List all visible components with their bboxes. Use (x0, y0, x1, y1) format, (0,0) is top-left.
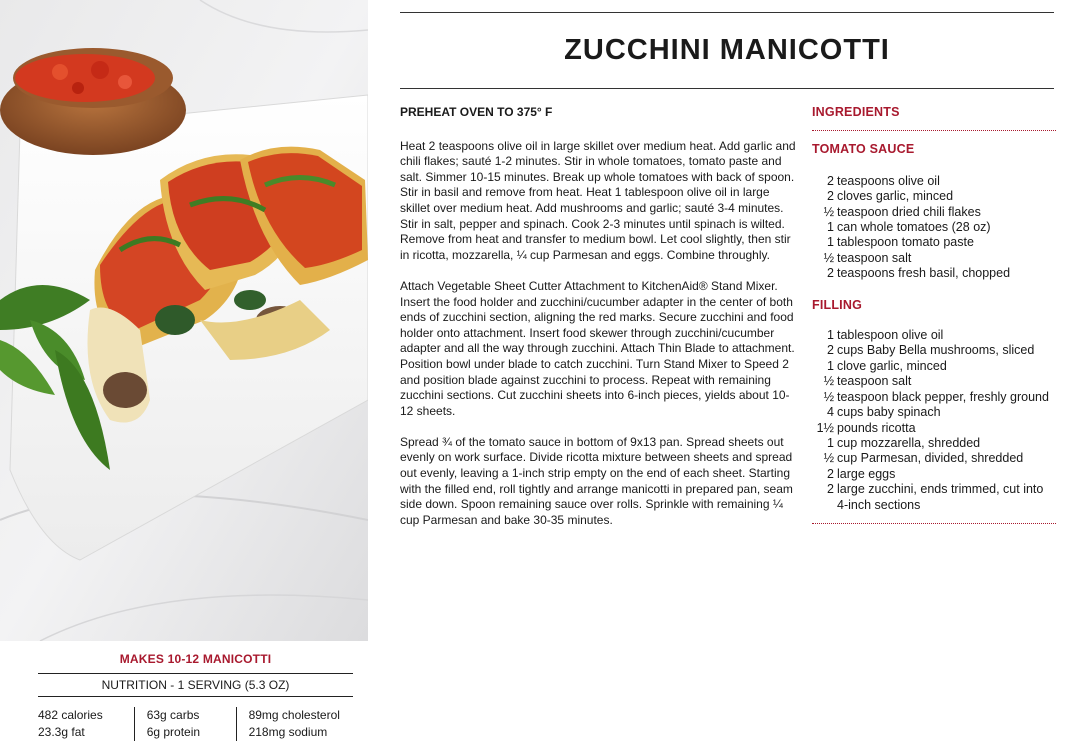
recipe-photo (0, 0, 368, 641)
yield-label: MAKES 10-12 MANICOTTI (119, 652, 272, 666)
ingredients-end-divider (812, 523, 1056, 524)
ingredient-item (812, 266, 1056, 281)
ingredients-divider (812, 130, 1056, 131)
ingredient-item (812, 174, 1056, 189)
ingredient-text: cups baby spinach (837, 405, 941, 420)
nutrition-panel (38, 652, 353, 741)
ingredient-item (812, 405, 1056, 420)
ingredient-text: large zucchini, ends trimmed, cut into 4-inch sections (837, 482, 1044, 512)
ingredient-item (812, 235, 1056, 250)
ingredient-text: large eggs (837, 466, 896, 481)
directions (400, 105, 800, 544)
ingredient-item (812, 451, 1056, 466)
nutrition-value: 482 calories (38, 708, 103, 722)
nutrition-facts (38, 707, 353, 741)
ingredient-text: teaspoon dried chili flakes (837, 204, 981, 219)
ingredient-quantity: 2 (827, 466, 834, 481)
ingredient-text: clove garlic, minced (837, 358, 947, 373)
nutrition-mid-divider (38, 696, 353, 697)
ingredient-text: cup Parmesan, divided, shredded (837, 451, 1024, 466)
nutrition-column (38, 707, 134, 741)
ingredient-quantity: 2 (827, 266, 834, 281)
ingredient-item (812, 343, 1056, 358)
top-divider (400, 12, 1054, 13)
ingredient-quantity: ½ (823, 389, 834, 404)
tomato-sauce-list (812, 174, 1056, 282)
ingredient-quantity: 2 (827, 173, 834, 188)
ingredient-item (812, 251, 1056, 266)
direction-paragraph: Attach Vegetable Sheet Cutter Attachment to KitchenAid® Stand Mixer. Insert the food holder and zucchini/cucumber adapter in the center of both ends of zucchini section, aligning the red marks. Secure zucchini and food holder onto attachment. Insert food skewer through zucchini/cucumber adapter and all the way through zucchini. Attach Thin Blade to attachment. Position bowl under blade to catch zucchini. Turn Stand Mixer to Speed 2 and position blade against zucchini to process. Repeat with remaining zucchini sections. Cut zucchini sheets into 6-inch pieces, yields about 10-12 sheets. (400, 278, 795, 418)
ingredient-item (812, 467, 1056, 482)
ingredient-item (812, 189, 1056, 204)
nutrition-value: 23.3g fat (38, 725, 85, 739)
nutrition-value: 89mg cholesterol (248, 708, 340, 722)
ingredient-text: tablespoon tomato paste (837, 235, 974, 250)
ingredient-text: pounds ricotta (837, 420, 916, 435)
page-title: ZUCCHINI MANICOTTI (564, 34, 890, 66)
ingredients-heading: INGREDIENTS (812, 105, 900, 119)
tomato-sauce-heading: TOMATO SAUCE (812, 142, 915, 157)
ingredient-quantity: ½ (823, 250, 834, 265)
ingredient-text: teaspoons olive oil (837, 173, 940, 188)
nutrition-value: 63g carbs (146, 708, 200, 722)
ingredient-text: teaspoons fresh basil, chopped (837, 266, 1011, 281)
ingredient-quantity: 2 (827, 343, 834, 358)
ingredient-quantity: 4 (827, 405, 834, 420)
ingredient-quantity: 2 (827, 189, 834, 204)
direction-paragraph: Spread ¾ of the tomato sauce in bottom of 9x13 pan. Spread sheets out evenly on work surface. Divide ricotta mixture between sheets and spread out evenly, leaving a 1-inch strip empty on the end of each sheet. Starting with the filled end, roll tightly and arrange manicotti in prepared pan, seam side down. Spoon remaining sauce over rolls. Sprinkle with remaining ¼ cup Parmesan and bake 30-35 minutes. (400, 434, 793, 527)
ingredient-item (812, 390, 1056, 405)
ingredient-quantity: ½ (823, 204, 834, 219)
ingredient-quantity: ½ (823, 451, 834, 466)
nutrition-heading: NUTRITION - 1 SERVING (5.3 OZ) (101, 678, 290, 692)
ingredient-item (812, 359, 1056, 374)
ingredient-text: teaspoon black pepper, freshly ground (837, 389, 1049, 404)
ingredient-quantity: 1 (827, 235, 834, 250)
ingredient-quantity: 1 (827, 328, 834, 343)
ingredient-quantity: ½ (823, 374, 834, 389)
ingredient-item (812, 205, 1056, 220)
manicotti-photo-illustration (0, 0, 368, 641)
filling-heading: FILLING (812, 297, 863, 312)
ingredient-item (812, 328, 1056, 343)
ingredient-item (812, 374, 1056, 389)
ingredient-text: teaspoon salt (837, 374, 912, 389)
ingredient-quantity: 1½ (816, 420, 834, 435)
ingredient-quantity: 2 (827, 482, 834, 497)
ingredient-item (812, 482, 1056, 513)
ingredient-text: cup mozzarella, shredded (837, 435, 981, 450)
ingredient-item (812, 421, 1056, 436)
nutrition-column (236, 707, 353, 741)
ingredient-item (812, 436, 1056, 451)
ingredient-text: cloves garlic, minced (837, 189, 954, 204)
ingredient-text: cups Baby Bella mushrooms, sliced (837, 343, 1035, 358)
ingredient-text: can whole tomatoes (28 oz) (837, 220, 991, 235)
ingredient-quantity: 1 (827, 220, 834, 235)
nutrition-value: 6g protein (146, 725, 201, 739)
ingredient-quantity: 1 (827, 358, 834, 373)
nutrition-value: 218mg sodium (248, 725, 328, 739)
direction-paragraph: Heat 2 teaspoons olive oil in large skillet over medium heat. Add garlic and chili flakes; sauté 1-2 minutes. Stir in whole tomatoes, tomato paste and salt. Simmer 10-15 minutes. Break up whole tomatoes with back of spoon. Stir in basil and remove from heat. Heat 1 tablespoon olive oil in large skillet over medium heat. Add mushrooms and garlic; sauté 3-4 minutes. Stir in salt, pepper and spinach. Cook 2-3 minutes until spinach is wilted. Remove from heat and transfer to medium bowl. Let cool slightly, then stir in ricotta, mozzarella, ¼ cup Parmesan and eggs. Combine throughly. (400, 138, 796, 262)
ingredient-text: tablespoon olive oil (837, 328, 944, 343)
ingredient-item (812, 220, 1056, 235)
ingredient-text: teaspoon salt (837, 250, 912, 265)
filling-list (812, 328, 1056, 513)
nutrition-column (134, 707, 236, 741)
ingredient-quantity: 1 (827, 435, 834, 450)
preheat-instruction: PREHEAT OVEN TO 375° F (400, 105, 553, 119)
ingredients-panel (812, 105, 1056, 524)
title-divider (400, 88, 1054, 89)
